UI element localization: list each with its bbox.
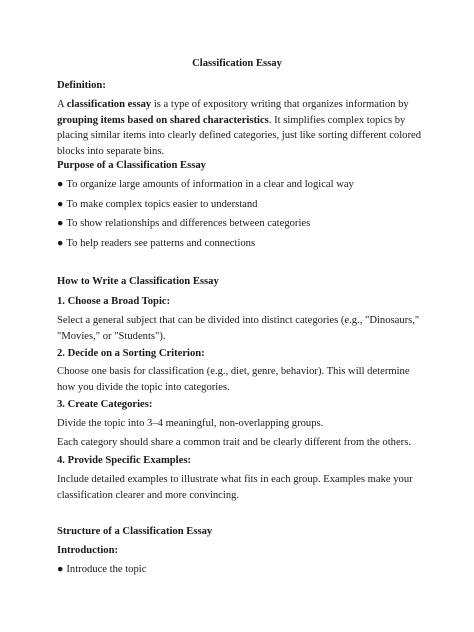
purpose-heading: Purpose of a Classification Essay [57,160,206,171]
step4-text: Include detailed examples to illustrate what fits in each group. Examples make your classification clearer and more convincing. [57,474,413,501]
bullet-icon: ● [57,179,64,190]
intro-bullet-1: ● Introduce the topic [57,564,147,575]
bullet-icon: ● [57,218,64,229]
introduction-heading: Introduction: [57,545,119,556]
definition-paragraph: A classification essay is a type of expository writing that organizes information by grouping items based on shared characteristics. It simplifies complex topics by placing similar items into clearly defined categories, just like sorting different colored blocks into separate bins. [57,99,421,157]
term-classification-essay: classification essay [66,99,152,110]
purpose-bullet-1: ● To organize large amounts of information in a clear and logical way [57,179,354,190]
term-grouping-items: grouping items based on shared characteristics [57,114,269,126]
structure-heading: Structure of a Classification Essay [57,526,213,537]
step1-text: Select a general subject that can be divided into distinct categories (e.g., "Dinosaurs," "Movies," or "Students"). [57,315,420,342]
step3-text-2: Each category should share a common trait and be clearly different from the others. [57,437,411,448]
how-to-heading: How to Write a Classification Essay [57,276,219,287]
definition-heading: Definition: [57,80,106,91]
bullet-icon: ● [57,199,64,210]
purpose-bullet-3: ● To show relationships and differences between categories [57,218,311,229]
step4-heading: 4. Provide Specific Examples: [57,455,191,466]
step3-text-1: Divide the topic into 3–4 meaningful, non-overlapping groups. [57,418,324,429]
step2-heading: 2. Decide on a Sorting Criterion: [57,348,205,359]
purpose-bullet-2: ● To make complex topics easier to understand [57,199,258,210]
bullet-icon: ● [57,238,64,249]
step1-heading: 1. Choose a Broad Topic: [57,296,171,307]
document-title: Classification Essay [192,58,282,69]
step3-heading: 3. Create Categories: [57,399,153,410]
bullet-icon: ● [57,564,64,575]
purpose-bullet-4: ● To help readers see patterns and connections [57,238,256,249]
step2-text: Choose one basis for classification (e.g., diet, genre, behavior). This will determine how you divide the topic into categories. [57,366,410,393]
